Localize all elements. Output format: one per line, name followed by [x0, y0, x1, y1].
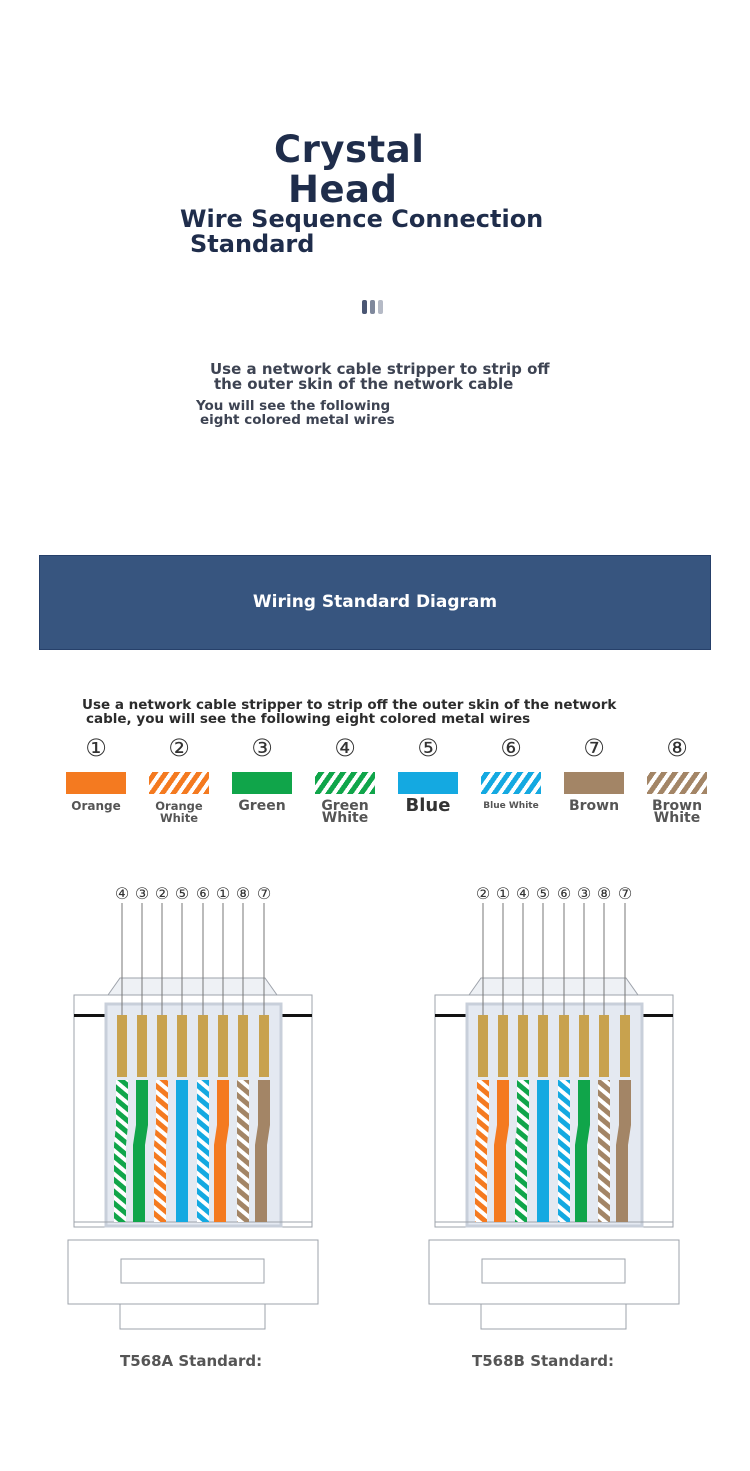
- legend-label: Orange: [71, 799, 121, 813]
- gold-contact: [518, 1015, 528, 1077]
- sequence-number: ⑧: [235, 884, 251, 903]
- connector-t568b: [429, 903, 679, 1329]
- gold-contact: [177, 1015, 187, 1077]
- intro-line-3: You will see the following: [196, 398, 391, 414]
- sequence-number: ⑦: [256, 884, 272, 903]
- legend-number: ⑤: [417, 734, 439, 762]
- legend-number: ①: [85, 734, 107, 762]
- standard-label-t568b: T568B Standard:: [472, 1352, 614, 1370]
- sequence-number: ③: [576, 884, 592, 903]
- gold-contact: [538, 1015, 548, 1077]
- wire-6: [598, 1080, 610, 1222]
- legend-label: Brown White: [651, 798, 703, 826]
- sequence-number: ⑧: [596, 884, 612, 903]
- gold-contact: [478, 1015, 488, 1077]
- wire-3: [537, 1080, 549, 1222]
- sequence-number: ⑤: [174, 884, 190, 903]
- legend-number: ⑦: [583, 734, 605, 762]
- legend-number: ②: [168, 734, 190, 762]
- intro-line-4: eight colored metal wires: [200, 412, 395, 428]
- gold-contact: [259, 1015, 269, 1077]
- wire-6: [237, 1080, 249, 1222]
- sequence-number: ④: [114, 884, 130, 903]
- black-bar: [641, 1014, 673, 1017]
- boot-window: [482, 1259, 625, 1283]
- wire-0: [475, 1080, 489, 1222]
- sequence-number: ②: [475, 884, 491, 903]
- description-line-1: Use a network cable stripper to strip off the outer skin of the network: [82, 697, 617, 713]
- black-bar: [280, 1014, 312, 1017]
- standard-label-t568a: T568A Standard:: [120, 1352, 263, 1370]
- gold-contact: [559, 1015, 569, 1077]
- legend-number: ③: [251, 734, 273, 762]
- gold-contact: [620, 1015, 630, 1077]
- clear-housing: [467, 1004, 642, 1226]
- boot-window: [121, 1259, 264, 1283]
- legend-number: ⑥: [500, 734, 522, 762]
- sequence-number: ①: [495, 884, 511, 903]
- sequence-number: ⑥: [556, 884, 572, 903]
- legend-number: ⑧: [666, 734, 688, 762]
- wire-0: [114, 1080, 128, 1222]
- wire-2: [515, 1080, 529, 1222]
- connector-top: [108, 978, 277, 995]
- legend-label: Brown: [568, 798, 620, 814]
- gold-contact: [218, 1015, 228, 1077]
- intro-line-2: the outer skin of the network cable: [214, 375, 514, 393]
- clear-housing: [106, 1004, 281, 1226]
- legend-number: ④: [334, 734, 356, 762]
- gold-contact: [198, 1015, 208, 1077]
- gold-contact: [579, 1015, 589, 1077]
- sequence-number: ⑤: [535, 884, 551, 903]
- gold-contact: [157, 1015, 167, 1077]
- intro-line-1: Use a network cable stripper to strip off: [210, 360, 550, 378]
- legend-label: Orange White: [155, 799, 203, 825]
- title-line-3: Wire Sequence Connection: [180, 205, 544, 233]
- gold-contact: [599, 1015, 609, 1077]
- sequence-number: ④: [515, 884, 531, 903]
- legend-label: Blue: [405, 795, 451, 816]
- gold-contact: [238, 1015, 248, 1077]
- wire-4: [558, 1080, 570, 1222]
- black-bar: [74, 1014, 106, 1017]
- wire-4: [197, 1080, 209, 1222]
- gold-contact: [137, 1015, 147, 1077]
- title-line-1: Crystal: [274, 128, 425, 171]
- sequence-number: ③: [134, 884, 150, 903]
- legend-label: Green White: [321, 798, 369, 826]
- cable-stub: [120, 1304, 265, 1329]
- legend-label: Blue White: [483, 801, 539, 811]
- title-line-4: Standard: [190, 230, 315, 258]
- cable-stub: [481, 1304, 626, 1329]
- wire-3: [176, 1080, 188, 1222]
- banner-title: Wiring Standard Diagram: [252, 592, 498, 612]
- title-line-2: Head: [288, 168, 398, 211]
- gold-contact: [498, 1015, 508, 1077]
- description-line-2: cable, you will see the following eight colored metal wires: [86, 711, 531, 727]
- connector-t568a: [68, 903, 318, 1329]
- wire-2: [154, 1080, 168, 1222]
- connector-top: [469, 978, 638, 995]
- sequence-number: ②: [154, 884, 170, 903]
- sequence-number: ⑦: [617, 884, 633, 903]
- gold-contact: [117, 1015, 127, 1077]
- legend-label: Green: [238, 798, 286, 814]
- sequence-number: ⑥: [195, 884, 211, 903]
- sequence-number: ①: [215, 884, 231, 903]
- black-bar: [435, 1014, 467, 1017]
